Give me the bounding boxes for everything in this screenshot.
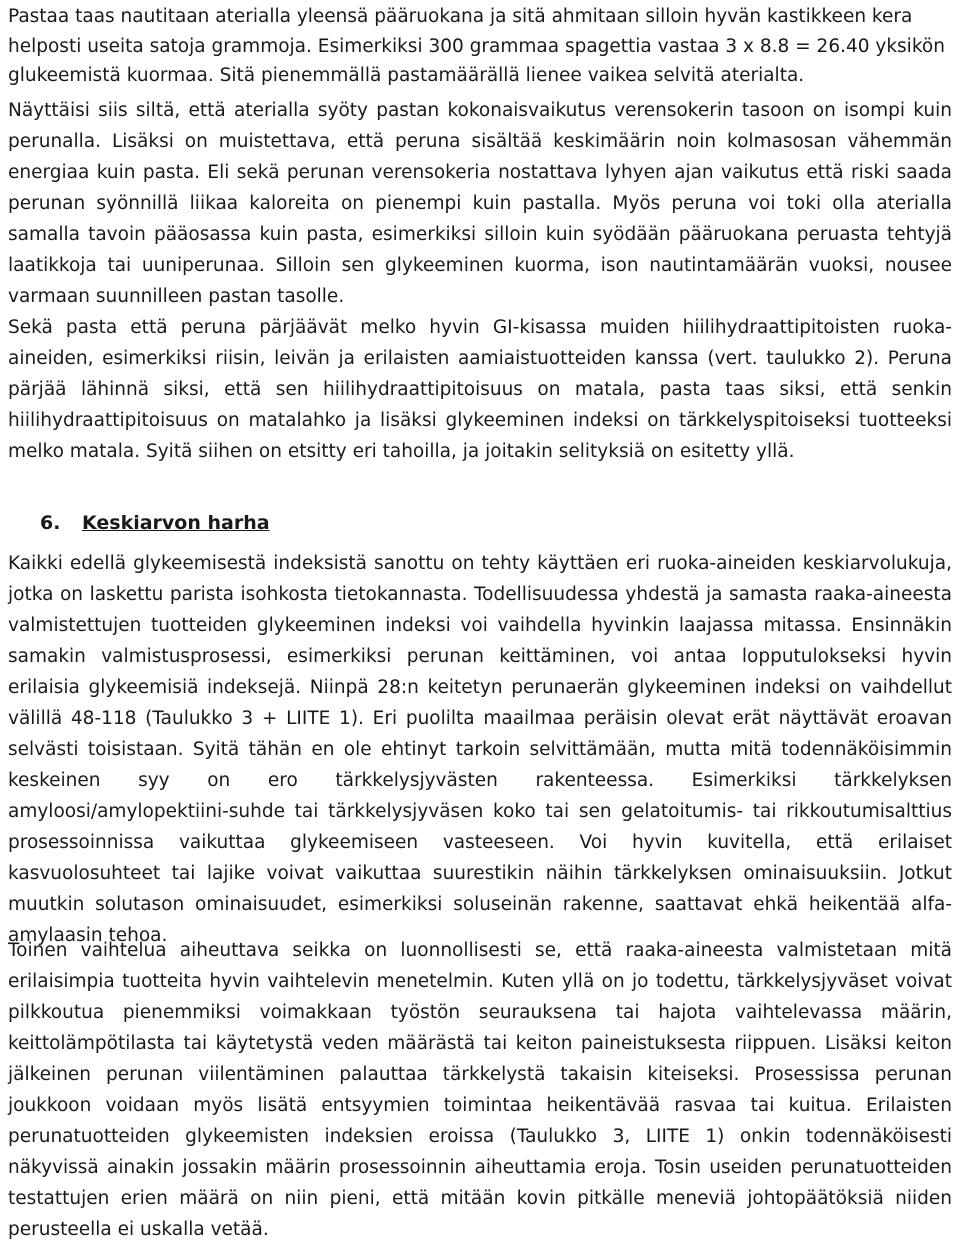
paragraph-gi-comparison: Sekä pasta että peruna pärjäävät melko hyvin GI-kisassa muiden hiilihydraattipitoisten ruoka-aineiden, esimerkiksi riisin, leivän ja erilaisten aamiaistuotteiden kanssa (vert. taulukko 2). Peruna pärjää lähinnä siksi, että sen hiilihydraattipitoisuus on matala, pasta taas siksi, että senkin hiilihydraattipitoisuus on matalahko ja lisäksi glykeeminen indeksi on tärkkelyspitoiseksi tuotteeksi melko matala. Syitä siihen on etsitty eri tahoilla, ja joitakin selityksiä on esitetty yllä. [8,317,952,462]
section-title: Keskiarvon harha [82,512,270,534]
paragraph-pasta-portion: Pastaa taas nautitaan aterialla yleensä pääruokana ja sitä ahmitaan silloin hyvän kastikkeen kera helposti useita satoja grammoja. Esimerkiksi 300 grammaa spagettia vastaa 3 x 8.8 = 26.40 yksikön glukeemistä kuormaa. Sitä pienemmällä pastamäärällä lienee vaikea selvitä aterialta. [8,6,945,86]
paragraph-pasta-vs-potato: Näyttäisi siis siltä, että aterialla syöty pastan kokonaisvaikutus verensokerin tasoon on isompi kuin perunalla. Lisäksi on muistettava, että peruna sisältää keskimäärin noin kolmasosan vähemmän energiaa kuin pasta. Eli sekä perunan verensokeria nostattava lyhyen ajan vaikutus että riski saada perunan syönnillä liikaa kaloreita on pienempi kuin pastalla. Myös peruna voi toki olla aterialla samalla tavoin pääosassa kuin pasta, esimerkiksi silloin kuin syödään pääruokana peruasta tehtyjä laatikkoja tai uuniperunaa. Silloin sen glykeeminen kuorma, ison nautintamäärän vuoksi, nousee varmaan suunnilleen pastan tasolle. [8,100,952,307]
section-heading [40,510,270,536]
paragraph-processing-variation: Toinen vaihtelua aiheuttava seikka on luonnollisesti se, että raaka-aineesta valmistetaan mitä erilaisimpia tuotteita hyvin vaihtelevin menetelmin. Kuten yllä on jo todettu, tärkkelysjyväset voivat pilkkoutua pienemmiksi voimakkaan työstön seurauksena tai hajota vaihtelevassa määrin, keittolämpötilasta tai käytetystä veden määrästä tai keiton paineistuksesta riippuen. Lisäksi keiton jälkeinen perunan viilentäminen palauttaa tärkkelystä takaisin kiteiseksi. Prosessissa perunan joukkoon voidaan myös lisätä entsyymien toimintaa heikentävää rasvaa tai kuitua. Erilaisten perunatuotteiden glykeemisten indeksien eroissa (Taulukko 3, LIITE 1) onkin todennäköisesti näkyvissä ainakin jossakin määrin prosessoinnin aiheuttamia eroja. Tosin useiden perunatuotteiden testattujen erien määrä on niin pieni, että mitään kovin pitkälle meneviä johtopäätöksiä niiden perusteella ei uskalla vetää. [8,940,952,1240]
paragraph-average-values: Kaikki edellä glykeemisestä indeksistä sanottu on tehty käyttäen eri ruoka-aineiden keskiarvolukuja, jotka on laskettu parista isohkosta tietokannasta. Todellisuudessa yhdestä ja samasta raaka-aineesta valmistettujen tuotteiden glykeeminen indeksi voi vaihdella hyvinkin laajassa mitassa. Ensinnäkin samakin valmistusprosessi, esimerkiksi perunan keittäminen, voi antaa lopputulokseksi hyvin erilaisia glykeemisiä indeksejä. Niinpä 28:n keitetyn perunaerän glykeeminen indeksi on vaihdellut välillä 48-118 (Taulukko 3 + LIITE 1). Eri puolilta maailmaa peräisin olevat erät näyttävät eroavan selvästi toisistaan. Syitä tähän en ole ehtinyt tarkoin selvittämään, mutta mitä todennäköisimmin keskeinen syy on ero tärkkelysjyvästen rakenteessa. Esimerkiksi tärkkelyksen amyloosi/amylopektiini-suhde tai tärkkelysjyväsen koko tai sen gelatoitumis- tai rikkoutumisalttius prosessoinnissa vaikuttaa glykeemiseen vasteeseen. Voi hyvin kuvitella, että erilaiset kasvuolosuhteet tai lajike voivat vaikuttaa suurestikin näihin tärkkelyksen ominaisuuksiin. Jotkut muutkin solutason ominaisuudet, esimerkiksi soluseinän rakenne, saattavat ehkä heikentää alfa-amylaasin tehoa. [8,553,952,946]
section-number: 6. [40,512,61,534]
